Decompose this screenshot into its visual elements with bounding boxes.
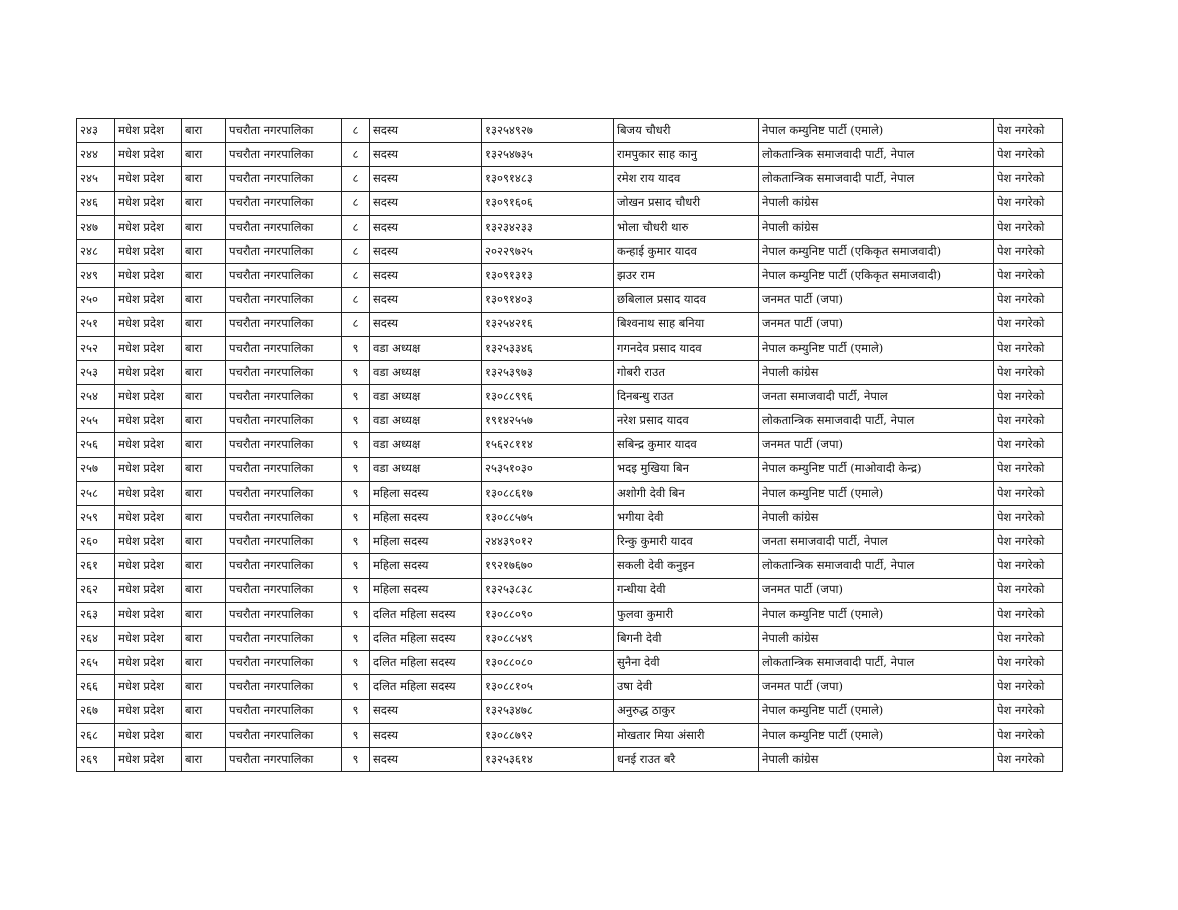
local-body-cell: पचरौता नगरपालिका — [226, 675, 342, 699]
ward-number-cell: ९ — [342, 723, 370, 747]
party-cell: नेपाल कम्युनिष्ट पार्टी (माओवादी केन्द्र) — [759, 457, 994, 481]
local-body-cell: पचरौता नगरपालिका — [226, 312, 342, 336]
province-cell: मधेश प्रदेश — [115, 433, 182, 457]
serial-number-cell: २६६ — [77, 675, 115, 699]
serial-number-cell: २५७ — [77, 457, 115, 481]
status-cell: पेश नगरेको — [994, 360, 1063, 384]
status-cell: पेश नगरेको — [994, 264, 1063, 288]
ward-number-cell: ९ — [342, 699, 370, 723]
serial-number-cell: २४४ — [77, 143, 115, 167]
post-cell: सदस्य — [370, 747, 482, 771]
ward-number-cell: ८ — [342, 239, 370, 263]
party-cell: नेपाली कांग्रेस — [759, 626, 994, 650]
status-cell: पेश नगरेको — [994, 530, 1063, 554]
status-cell: पेश नगरेको — [994, 239, 1063, 263]
ward-number-cell: ९ — [342, 360, 370, 384]
province-cell: मधेश प्रदेश — [115, 602, 182, 626]
serial-number-cell: २५५ — [77, 409, 115, 433]
post-cell: महिला सदस्य — [370, 554, 482, 578]
province-cell: मधेश प्रदेश — [115, 699, 182, 723]
local-body-cell: पचरौता नगरपालिका — [226, 602, 342, 626]
local-body-cell: पचरौता नगरपालिका — [226, 747, 342, 771]
district-cell: बारा — [182, 288, 226, 312]
person-name-cell: सबिन्द्र कुमार यादव — [614, 433, 759, 457]
ward-number-cell: ९ — [342, 409, 370, 433]
table-row — [77, 651, 1063, 675]
serial-number-cell: २६२ — [77, 578, 115, 602]
person-name-cell: दिनबन्धु राउत — [614, 385, 759, 409]
post-cell: सदस्य — [370, 312, 482, 336]
ward-number-cell: ९ — [342, 481, 370, 505]
district-cell: बारा — [182, 119, 226, 143]
status-cell: पेश नगरेको — [994, 506, 1063, 530]
phone-cell: १३२५३४७८ — [482, 699, 614, 723]
person-name-cell: बिगनी देवी — [614, 626, 759, 650]
post-cell: वडा अध्यक्ष — [370, 360, 482, 384]
table-row — [77, 457, 1063, 481]
serial-number-cell: २५० — [77, 288, 115, 312]
district-cell: बारा — [182, 336, 226, 360]
status-cell: पेश नगरेको — [994, 215, 1063, 239]
district-cell: बारा — [182, 578, 226, 602]
local-body-cell: पचरौता नगरपालिका — [226, 651, 342, 675]
district-cell: बारा — [182, 626, 226, 650]
post-cell: सदस्य — [370, 191, 482, 215]
party-cell: नेपाल कम्युनिष्ट पार्टी (एमाले) — [759, 336, 994, 360]
province-cell: मधेश प्रदेश — [115, 143, 182, 167]
ward-number-cell: ८ — [342, 191, 370, 215]
local-body-cell: पचरौता नगरपालिका — [226, 409, 342, 433]
local-body-cell: पचरौता नगरपालिका — [226, 433, 342, 457]
local-body-cell: पचरौता नगरपालिका — [226, 264, 342, 288]
district-cell: बारा — [182, 506, 226, 530]
phone-cell: २४४३९०१२ — [482, 530, 614, 554]
party-cell: नेपाल कम्युनिष्ट पार्टी (एकिकृत समाजवादी) — [759, 239, 994, 263]
ward-number-cell: ९ — [342, 554, 370, 578]
local-body-cell: पचरौता नगरपालिका — [226, 119, 342, 143]
serial-number-cell: २५४ — [77, 385, 115, 409]
post-cell: दलित महिला सदस्य — [370, 675, 482, 699]
person-name-cell: नरेश प्रसाद यादव — [614, 409, 759, 433]
local-body-cell: पचरौता नगरपालिका — [226, 554, 342, 578]
phone-cell: १३०८८५७५ — [482, 506, 614, 530]
table-row — [77, 530, 1063, 554]
province-cell: मधेश प्रदेश — [115, 191, 182, 215]
party-cell: नेपाली कांग्रेस — [759, 360, 994, 384]
table-row — [77, 675, 1063, 699]
post-cell: दलित महिला सदस्य — [370, 651, 482, 675]
person-name-cell: भगीया देवी — [614, 506, 759, 530]
ward-number-cell: ९ — [342, 506, 370, 530]
district-cell: बारा — [182, 651, 226, 675]
post-cell: सदस्य — [370, 167, 482, 191]
ward-number-cell: ८ — [342, 215, 370, 239]
post-cell: महिला सदस्य — [370, 481, 482, 505]
ward-number-cell: ९ — [342, 385, 370, 409]
party-cell: जनता समाजवादी पार्टी, नेपाल — [759, 530, 994, 554]
table-row — [77, 239, 1063, 263]
party-cell: नेपाली कांग्रेस — [759, 215, 994, 239]
local-body-cell: पचरौता नगरपालिका — [226, 143, 342, 167]
party-cell: नेपाल कम्युनिष्ट पार्टी (एमाले) — [759, 602, 994, 626]
party-cell: नेपाली कांग्रेस — [759, 506, 994, 530]
post-cell: सदस्य — [370, 119, 482, 143]
local-body-cell: पचरौता नगरपालिका — [226, 288, 342, 312]
status-cell: पेश नगरेको — [994, 747, 1063, 771]
ward-number-cell: ९ — [342, 651, 370, 675]
ward-number-cell: ८ — [342, 119, 370, 143]
person-name-cell: झउर राम — [614, 264, 759, 288]
local-body-cell: पचरौता नगरपालिका — [226, 578, 342, 602]
district-cell: बारा — [182, 530, 226, 554]
table-row — [77, 191, 1063, 215]
district-cell: बारा — [182, 215, 226, 239]
table-row — [77, 626, 1063, 650]
post-cell: सदस्य — [370, 699, 482, 723]
district-cell: बारा — [182, 360, 226, 384]
district-cell: बारा — [182, 143, 226, 167]
serial-number-cell: २६८ — [77, 723, 115, 747]
ward-number-cell: ९ — [342, 626, 370, 650]
ward-number-cell: ९ — [342, 336, 370, 360]
province-cell: मधेश प्रदेश — [115, 119, 182, 143]
status-cell: पेश नगरेको — [994, 651, 1063, 675]
ward-number-cell: ९ — [342, 433, 370, 457]
phone-cell: १५६२८११४ — [482, 433, 614, 457]
person-name-cell: बिश्वनाथ साह बनिया — [614, 312, 759, 336]
phone-cell: २०२२९७२५ — [482, 239, 614, 263]
serial-number-cell: २४७ — [77, 215, 115, 239]
district-cell: बारा — [182, 699, 226, 723]
province-cell: मधेश प्रदेश — [115, 457, 182, 481]
phone-cell: १३०९१४०३ — [482, 288, 614, 312]
party-cell: जनमत पार्टी (जपा) — [759, 578, 994, 602]
local-body-cell: पचरौता नगरपालिका — [226, 336, 342, 360]
status-cell: पेश नगरेको — [994, 554, 1063, 578]
table-row — [77, 506, 1063, 530]
status-cell: पेश नगरेको — [994, 578, 1063, 602]
province-cell: मधेश प्रदेश — [115, 336, 182, 360]
district-cell: बारा — [182, 723, 226, 747]
province-cell: मधेश प्रदेश — [115, 530, 182, 554]
phone-cell: १३२५३६१४ — [482, 747, 614, 771]
table-row — [77, 602, 1063, 626]
province-cell: मधेश प्रदेश — [115, 578, 182, 602]
table-row — [77, 288, 1063, 312]
post-cell: वडा अध्यक्ष — [370, 385, 482, 409]
party-cell: जनमत पार्टी (जपा) — [759, 433, 994, 457]
post-cell: सदस्य — [370, 264, 482, 288]
ward-number-cell: ८ — [342, 143, 370, 167]
ward-number-cell: ९ — [342, 602, 370, 626]
phone-cell: १३२५३३४६ — [482, 336, 614, 360]
table-row — [77, 699, 1063, 723]
person-name-cell: बिजय चौधरी — [614, 119, 759, 143]
phone-cell: १३०८८६१७ — [482, 481, 614, 505]
province-cell: मधेश प्रदेश — [115, 215, 182, 239]
table-row — [77, 747, 1063, 771]
local-body-cell: पचरौता नगरपालिका — [226, 167, 342, 191]
status-cell: पेश नगरेको — [994, 675, 1063, 699]
serial-number-cell: २४८ — [77, 239, 115, 263]
phone-cell: १३०८८५४९ — [482, 626, 614, 650]
person-name-cell: गगनदेव प्रसाद यादव — [614, 336, 759, 360]
party-cell: नेपाल कम्युनिष्ट पार्टी (एमाले) — [759, 481, 994, 505]
status-cell: पेश नगरेको — [994, 385, 1063, 409]
district-cell: बारा — [182, 481, 226, 505]
local-body-cell: पचरौता नगरपालिका — [226, 626, 342, 650]
serial-number-cell: २६३ — [77, 602, 115, 626]
province-cell: मधेश प्रदेश — [115, 651, 182, 675]
status-cell: पेश नगरेको — [994, 699, 1063, 723]
post-cell: दलित महिला सदस्य — [370, 602, 482, 626]
ward-number-cell: ८ — [342, 312, 370, 336]
party-cell: नेपाल कम्युनिष्ट पार्टी (एमाले) — [759, 119, 994, 143]
province-cell: मधेश प्रदेश — [115, 264, 182, 288]
local-body-cell: पचरौता नगरपालिका — [226, 723, 342, 747]
serial-number-cell: २६५ — [77, 651, 115, 675]
status-cell: पेश नगरेको — [994, 191, 1063, 215]
local-body-cell: पचरौता नगरपालिका — [226, 481, 342, 505]
serial-number-cell: २५२ — [77, 336, 115, 360]
district-cell: बारा — [182, 312, 226, 336]
status-cell: पेश नगरेको — [994, 167, 1063, 191]
serial-number-cell: २५१ — [77, 312, 115, 336]
province-cell: मधेश प्रदेश — [115, 409, 182, 433]
phone-cell: १९२१७६७० — [482, 554, 614, 578]
party-cell: लोकतान्त्रिक समाजवादी पार्टी, नेपाल — [759, 554, 994, 578]
person-name-cell: भदइ मुखिया बिन — [614, 457, 759, 481]
phone-cell: १३२५४२१६ — [482, 312, 614, 336]
status-cell: पेश नगरेको — [994, 457, 1063, 481]
post-cell: सदस्य — [370, 215, 482, 239]
person-name-cell: सुनैना देवी — [614, 651, 759, 675]
person-name-cell: उषा देवी — [614, 675, 759, 699]
local-body-cell: पचरौता नगरपालिका — [226, 239, 342, 263]
phone-cell: १३०९१६०६ — [482, 191, 614, 215]
party-cell: जनता समाजवादी पार्टी, नेपाल — [759, 385, 994, 409]
status-cell: पेश नगरेको — [994, 288, 1063, 312]
district-cell: बारा — [182, 602, 226, 626]
status-cell: पेश नगरेको — [994, 481, 1063, 505]
party-cell: नेपाल कम्युनिष्ट पार्टी (एमाले) — [759, 699, 994, 723]
serial-number-cell: २५३ — [77, 360, 115, 384]
representatives-table — [76, 118, 1063, 772]
status-cell: पेश नगरेको — [994, 433, 1063, 457]
party-cell: लोकतान्त्रिक समाजवादी पार्टी, नेपाल — [759, 651, 994, 675]
ward-number-cell: ९ — [342, 747, 370, 771]
table-row — [77, 215, 1063, 239]
local-body-cell: पचरौता नगरपालिका — [226, 530, 342, 554]
table-row — [77, 578, 1063, 602]
post-cell: वडा अध्यक्ष — [370, 457, 482, 481]
person-name-cell: फुलवा कुमारी — [614, 602, 759, 626]
status-cell: पेश नगरेको — [994, 143, 1063, 167]
serial-number-cell: २६४ — [77, 626, 115, 650]
post-cell: सदस्य — [370, 723, 482, 747]
person-name-cell: गन्धीया देवी — [614, 578, 759, 602]
phone-cell: १३०८८०८० — [482, 651, 614, 675]
phone-cell: १३२५४९२७ — [482, 119, 614, 143]
post-cell: महिला सदस्य — [370, 578, 482, 602]
table-body — [77, 119, 1063, 772]
serial-number-cell: २४५ — [77, 167, 115, 191]
post-cell: सदस्य — [370, 239, 482, 263]
phone-cell: १३२५३८३८ — [482, 578, 614, 602]
table-row — [77, 433, 1063, 457]
province-cell: मधेश प्रदेश — [115, 747, 182, 771]
phone-cell: १३२५३९७३ — [482, 360, 614, 384]
serial-number-cell: २६१ — [77, 554, 115, 578]
serial-number-cell: २५८ — [77, 481, 115, 505]
local-body-cell: पचरौता नगरपालिका — [226, 506, 342, 530]
status-cell: पेश नगरेको — [994, 312, 1063, 336]
district-cell: बारा — [182, 433, 226, 457]
province-cell: मधेश प्रदेश — [115, 239, 182, 263]
person-name-cell: अशोगी देवी बिन — [614, 481, 759, 505]
person-name-cell: अनुरुद्ध ठाकुर — [614, 699, 759, 723]
serial-number-cell: २४९ — [77, 264, 115, 288]
party-cell: जनमत पार्टी (जपा) — [759, 288, 994, 312]
phone-cell: १३०८८९९६ — [482, 385, 614, 409]
party-cell: नेपाली कांग्रेस — [759, 191, 994, 215]
serial-number-cell: २४६ — [77, 191, 115, 215]
person-name-cell: कन्हाई कुमार यादव — [614, 239, 759, 263]
local-body-cell: पचरौता नगरपालिका — [226, 385, 342, 409]
local-body-cell: पचरौता नगरपालिका — [226, 360, 342, 384]
district-cell: बारा — [182, 457, 226, 481]
party-cell: जनमत पार्टी (जपा) — [759, 312, 994, 336]
ward-number-cell: ८ — [342, 288, 370, 312]
table-row — [77, 336, 1063, 360]
district-cell: बारा — [182, 409, 226, 433]
province-cell: मधेश प्रदेश — [115, 385, 182, 409]
local-body-cell: पचरौता नगरपालिका — [226, 699, 342, 723]
ward-number-cell: ९ — [342, 457, 370, 481]
province-cell: मधेश प्रदेश — [115, 675, 182, 699]
status-cell: पेश नगरेको — [994, 626, 1063, 650]
person-name-cell: जोखन प्रसाद चौधरी — [614, 191, 759, 215]
serial-number-cell: २६० — [77, 530, 115, 554]
post-cell: वडा अध्यक्ष — [370, 336, 482, 360]
post-cell: महिला सदस्य — [370, 506, 482, 530]
post-cell: सदस्य — [370, 288, 482, 312]
table-row — [77, 554, 1063, 578]
ward-number-cell: ९ — [342, 530, 370, 554]
table-row — [77, 312, 1063, 336]
province-cell: मधेश प्रदेश — [115, 481, 182, 505]
district-cell: बारा — [182, 675, 226, 699]
status-cell: पेश नगरेको — [994, 119, 1063, 143]
table-row — [77, 723, 1063, 747]
status-cell: पेश नगरेको — [994, 602, 1063, 626]
serial-number-cell: २५९ — [77, 506, 115, 530]
province-cell: मधेश प्रदेश — [115, 626, 182, 650]
district-cell: बारा — [182, 239, 226, 263]
party-cell: नेपाल कम्युनिष्ट पार्टी (एकिकृत समाजवादी) — [759, 264, 994, 288]
serial-number-cell: २६७ — [77, 699, 115, 723]
district-cell: बारा — [182, 385, 226, 409]
table-row — [77, 119, 1063, 143]
table-row — [77, 409, 1063, 433]
person-name-cell: मोखतार मिया अंसारी — [614, 723, 759, 747]
serial-number-cell: २६९ — [77, 747, 115, 771]
status-cell: पेश नगरेको — [994, 336, 1063, 360]
party-cell: नेपाल कम्युनिष्ट पार्टी (एमाले) — [759, 723, 994, 747]
ward-number-cell: ८ — [342, 167, 370, 191]
person-name-cell: धनई राउत बरै — [614, 747, 759, 771]
district-cell: बारा — [182, 264, 226, 288]
province-cell: मधेश प्रदेश — [115, 506, 182, 530]
serial-number-cell: २४३ — [77, 119, 115, 143]
phone-cell: १३०८८७९२ — [482, 723, 614, 747]
table-row — [77, 481, 1063, 505]
party-cell: नेपाली कांग्रेस — [759, 747, 994, 771]
party-cell: लोकतान्त्रिक समाजवादी पार्टी, नेपाल — [759, 143, 994, 167]
party-cell: लोकतान्त्रिक समाजवादी पार्टी, नेपाल — [759, 409, 994, 433]
person-name-cell: सकली देवी कनुइन — [614, 554, 759, 578]
person-name-cell: छबिलाल प्रसाद यादव — [614, 288, 759, 312]
province-cell: मधेश प्रदेश — [115, 360, 182, 384]
district-cell: बारा — [182, 167, 226, 191]
post-cell: दलित महिला सदस्य — [370, 626, 482, 650]
phone-cell: १३०८८०९० — [482, 602, 614, 626]
table-row — [77, 385, 1063, 409]
person-name-cell: गोबरी राउत — [614, 360, 759, 384]
status-cell: पेश नगरेको — [994, 409, 1063, 433]
phone-cell: २५३५१०३० — [482, 457, 614, 481]
ward-number-cell: ८ — [342, 264, 370, 288]
status-cell: पेश नगरेको — [994, 723, 1063, 747]
ward-number-cell: ९ — [342, 675, 370, 699]
local-body-cell: पचरौता नगरपालिका — [226, 457, 342, 481]
post-cell: वडा अध्यक्ष — [370, 409, 482, 433]
province-cell: मधेश प्रदेश — [115, 554, 182, 578]
table-row — [77, 167, 1063, 191]
local-body-cell: पचरौता नगरपालिका — [226, 215, 342, 239]
local-body-cell: पचरौता नगरपालिका — [226, 191, 342, 215]
phone-cell: १३०८८१०५ — [482, 675, 614, 699]
person-name-cell: रिन्कु कुमारी यादव — [614, 530, 759, 554]
phone-cell: १९१४२५५७ — [482, 409, 614, 433]
person-name-cell: रामपुकार साह कानु — [614, 143, 759, 167]
post-cell: वडा अध्यक्ष — [370, 433, 482, 457]
district-cell: बारा — [182, 747, 226, 771]
party-cell: लोकतान्त्रिक समाजवादी पार्टी, नेपाल — [759, 167, 994, 191]
party-cell: जनमत पार्टी (जपा) — [759, 675, 994, 699]
table-row — [77, 264, 1063, 288]
province-cell: मधेश प्रदेश — [115, 167, 182, 191]
province-cell: मधेश प्रदेश — [115, 723, 182, 747]
person-name-cell: रमेश राय यादव — [614, 167, 759, 191]
province-cell: मधेश प्रदेश — [115, 288, 182, 312]
post-cell: महिला सदस्य — [370, 530, 482, 554]
phone-cell: १३०९१३१३ — [482, 264, 614, 288]
post-cell: सदस्य — [370, 143, 482, 167]
district-cell: बारा — [182, 554, 226, 578]
phone-cell: १३२५४७३५ — [482, 143, 614, 167]
person-name-cell: भोला चौधरी थारु — [614, 215, 759, 239]
ward-number-cell: ९ — [342, 578, 370, 602]
serial-number-cell: २५६ — [77, 433, 115, 457]
table-row — [77, 143, 1063, 167]
table-row — [77, 360, 1063, 384]
phone-cell: १३२३४२३३ — [482, 215, 614, 239]
district-cell: बारा — [182, 191, 226, 215]
phone-cell: १३०९१४८३ — [482, 167, 614, 191]
province-cell: मधेश प्रदेश — [115, 312, 182, 336]
